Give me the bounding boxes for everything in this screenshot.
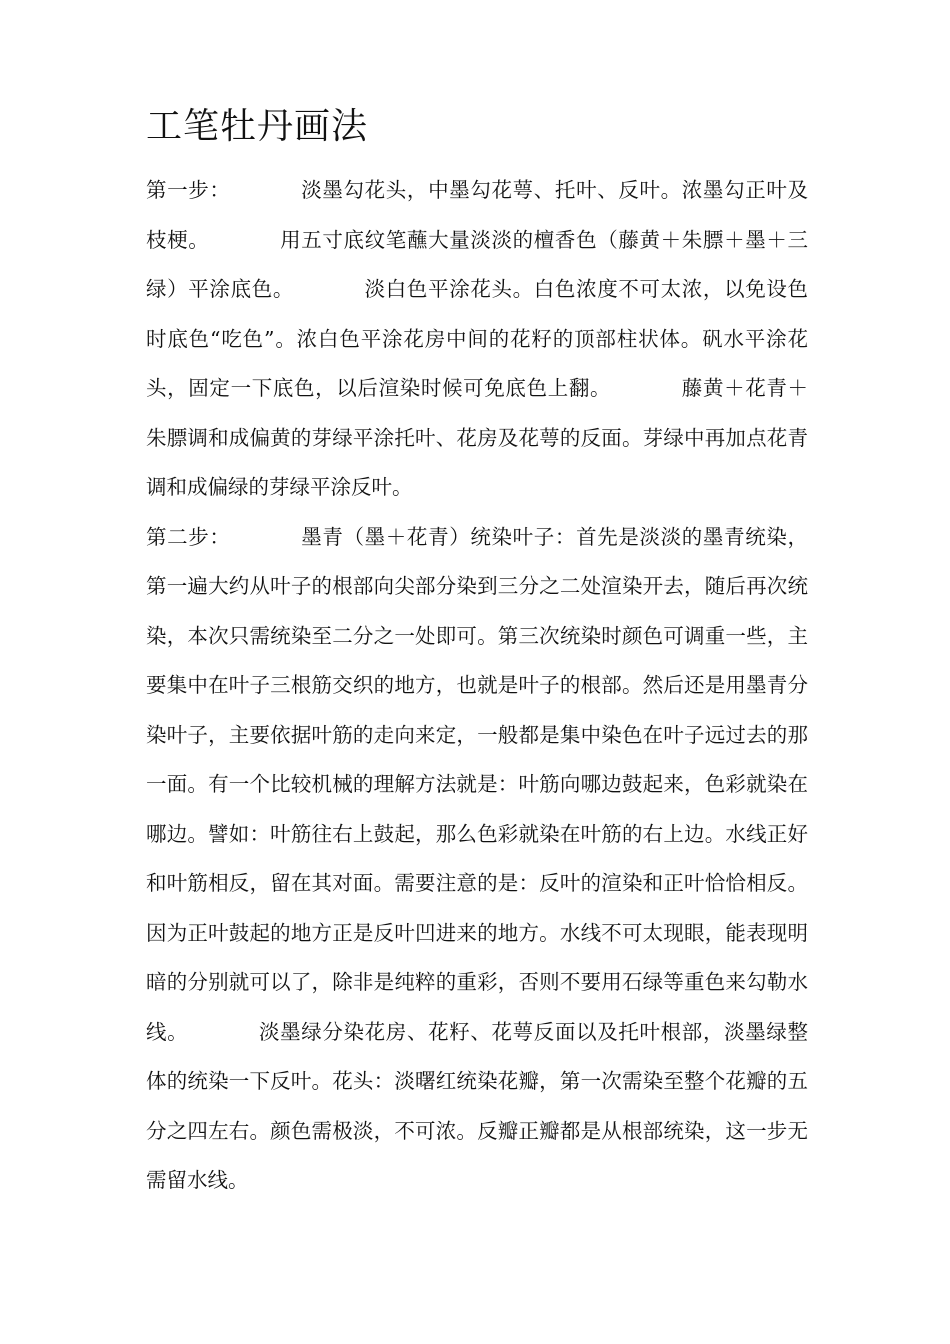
step-2-paragraph (146, 513, 808, 1206)
step-1-paragraph (146, 166, 808, 513)
step-1-text-1: 淡墨勾花头，中墨勾花萼、托叶、反叶。浓墨勾正叶及枝梗。 (146, 178, 809, 252)
step-1-text-3: 淡白色平涂花头。白色浓度不可太浓，以免设色时底色“吃色”。浓白色平涂花房中间的花籽的顶部柱状体。矾水平涂花头，固定一下底色，以后渲染时候可免底色上翻。 (146, 277, 808, 400)
document-page (146, 100, 808, 1206)
step-2-text-2: 淡墨绿分染花房、花籽、花萼反面以及托叶根部，淡墨绿整体的统染一下反叶。花头：淡曙红统染花瓣，第一次需染至整个花瓣的五分之四左右。颜色需极淡，不可浓。反瓣正瓣都是从根部统染，这一步无需留水线。 (146, 1019, 809, 1192)
step-2-text-1: 墨青（墨＋花青）统染叶子：首先是淡淡的墨青统染，第一遍大约从叶子的根部向尖部分染到三分之二处渲染开去，随后再次统染，本次只需统染至二分之一处即可。第三次统染时颜色可调重一些，主要集中在叶子三根筋交织的地方，也就是叶子的根部。然后还是用墨青分染叶子，主要依据叶筋的走向来定，一般都是集中染色在叶子远过去的那一面。有一个比较机械的理解方法就是：叶筋向哪边鼓起来，色彩就染在哪边。譬如：叶筋往右上鼓起，那么色彩就染在叶筋的右上边。水线正好和叶筋相反，留在其对面。需要注意的是：反叶的渲染和正叶恰恰相反。因为正叶鼓起的地方正是反叶凹进来的地方。水线不可太现眼，能表现明暗的分别就可以了，除非是纯粹的重彩，否则不要用石绿等重色来勾勒水线。 (146, 524, 809, 1044)
step-2-label: 第二步： (146, 524, 231, 549)
document-title: 工笔牡丹画法 (146, 106, 369, 147)
step-1-label: 第一步： (146, 178, 231, 202)
step-1-text-4: 藤黄＋花青＋朱膘调和成偏黄的芽绿平涂托叶、花房及花萼的反面。芽绿中再加点花青调和成偏绿的芽绿平涂反叶。 (146, 376, 809, 499)
step-1-text-2: 用五寸底纹笔蘸大量淡淡的檀香色（藤黄＋朱膘＋墨＋三绿）平涂底色。 (146, 227, 809, 301)
